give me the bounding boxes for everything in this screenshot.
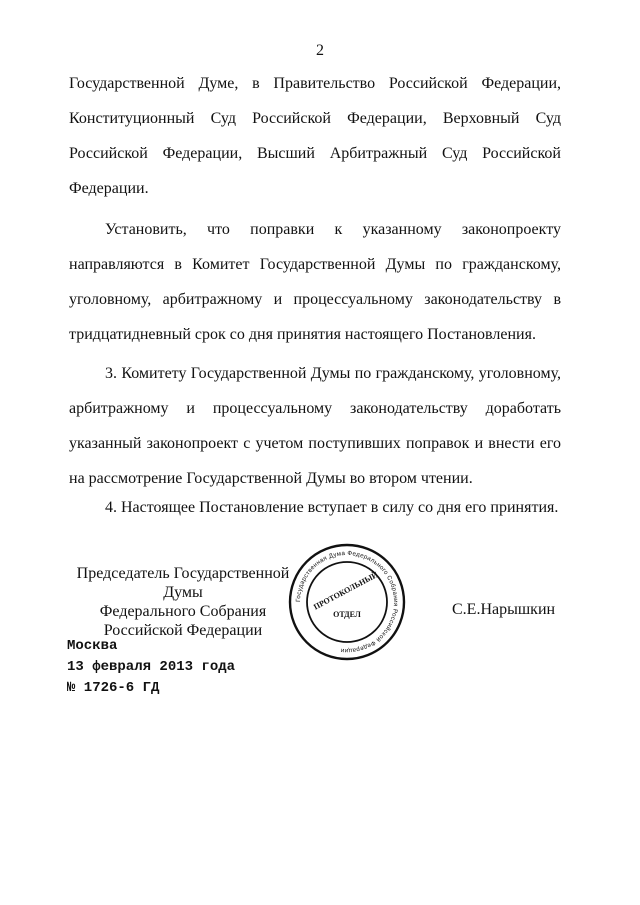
stamp-center-bottom: ОТДЕЛ bbox=[333, 610, 361, 619]
document-footer bbox=[67, 636, 235, 699]
stamp-outer-text: Государственная Дума Федерального Собрания Российской Федерации bbox=[294, 549, 400, 655]
official-stamp bbox=[288, 543, 406, 661]
footer-date: 13 февраля 2013 года bbox=[67, 659, 236, 675]
svg-text:Государственная Дума Федеральн bbox=[295, 550, 399, 654]
signer-title-line-3: Российской Федерации bbox=[103, 622, 263, 639]
signer-title bbox=[63, 564, 303, 640]
signer-name: С.Е.Нарышкин bbox=[452, 601, 556, 618]
footer-number: № 1726-6 ГД bbox=[67, 680, 160, 696]
signer-title-line-1: Председатель Государственной Думы bbox=[76, 565, 290, 601]
paragraph-2: Установить, что поправки к указанному законопроекту направляются в Комитет Государственной Думы по гражданскому, уголовному, арбитражному и процессуальному законодательству в тридцатидневный срок со дня принятия настоящего Постановления. bbox=[69, 221, 561, 343]
stamp-center-top: ПРОТОКОЛЬНЫЙ bbox=[312, 569, 380, 612]
paragraph-4: 4. Настоящее Постановление вступает в силу со дня его принятия. bbox=[105, 499, 559, 516]
page-number: 2 bbox=[316, 42, 324, 59]
footer-city: Москва bbox=[67, 638, 118, 654]
signer-title-line-2: Федерального Собрания bbox=[99, 603, 267, 620]
paragraph-3: 3. Комитету Государственной Думы по гражданскому, уголовному, арбитражному и процессуальному законодательству доработать указанный законопроект с учетом поступивших поправок и внести его на рассмотрение Государственной Думы во втором чтении. bbox=[69, 365, 561, 487]
paragraph-1: Государственной Думе, в Правительство Российской Федерации, Конституционный Суд Российской Федерации, Верховный Суд Российской Федерации, Высший Арбитражный Суд Российской Федерации. bbox=[69, 75, 561, 197]
